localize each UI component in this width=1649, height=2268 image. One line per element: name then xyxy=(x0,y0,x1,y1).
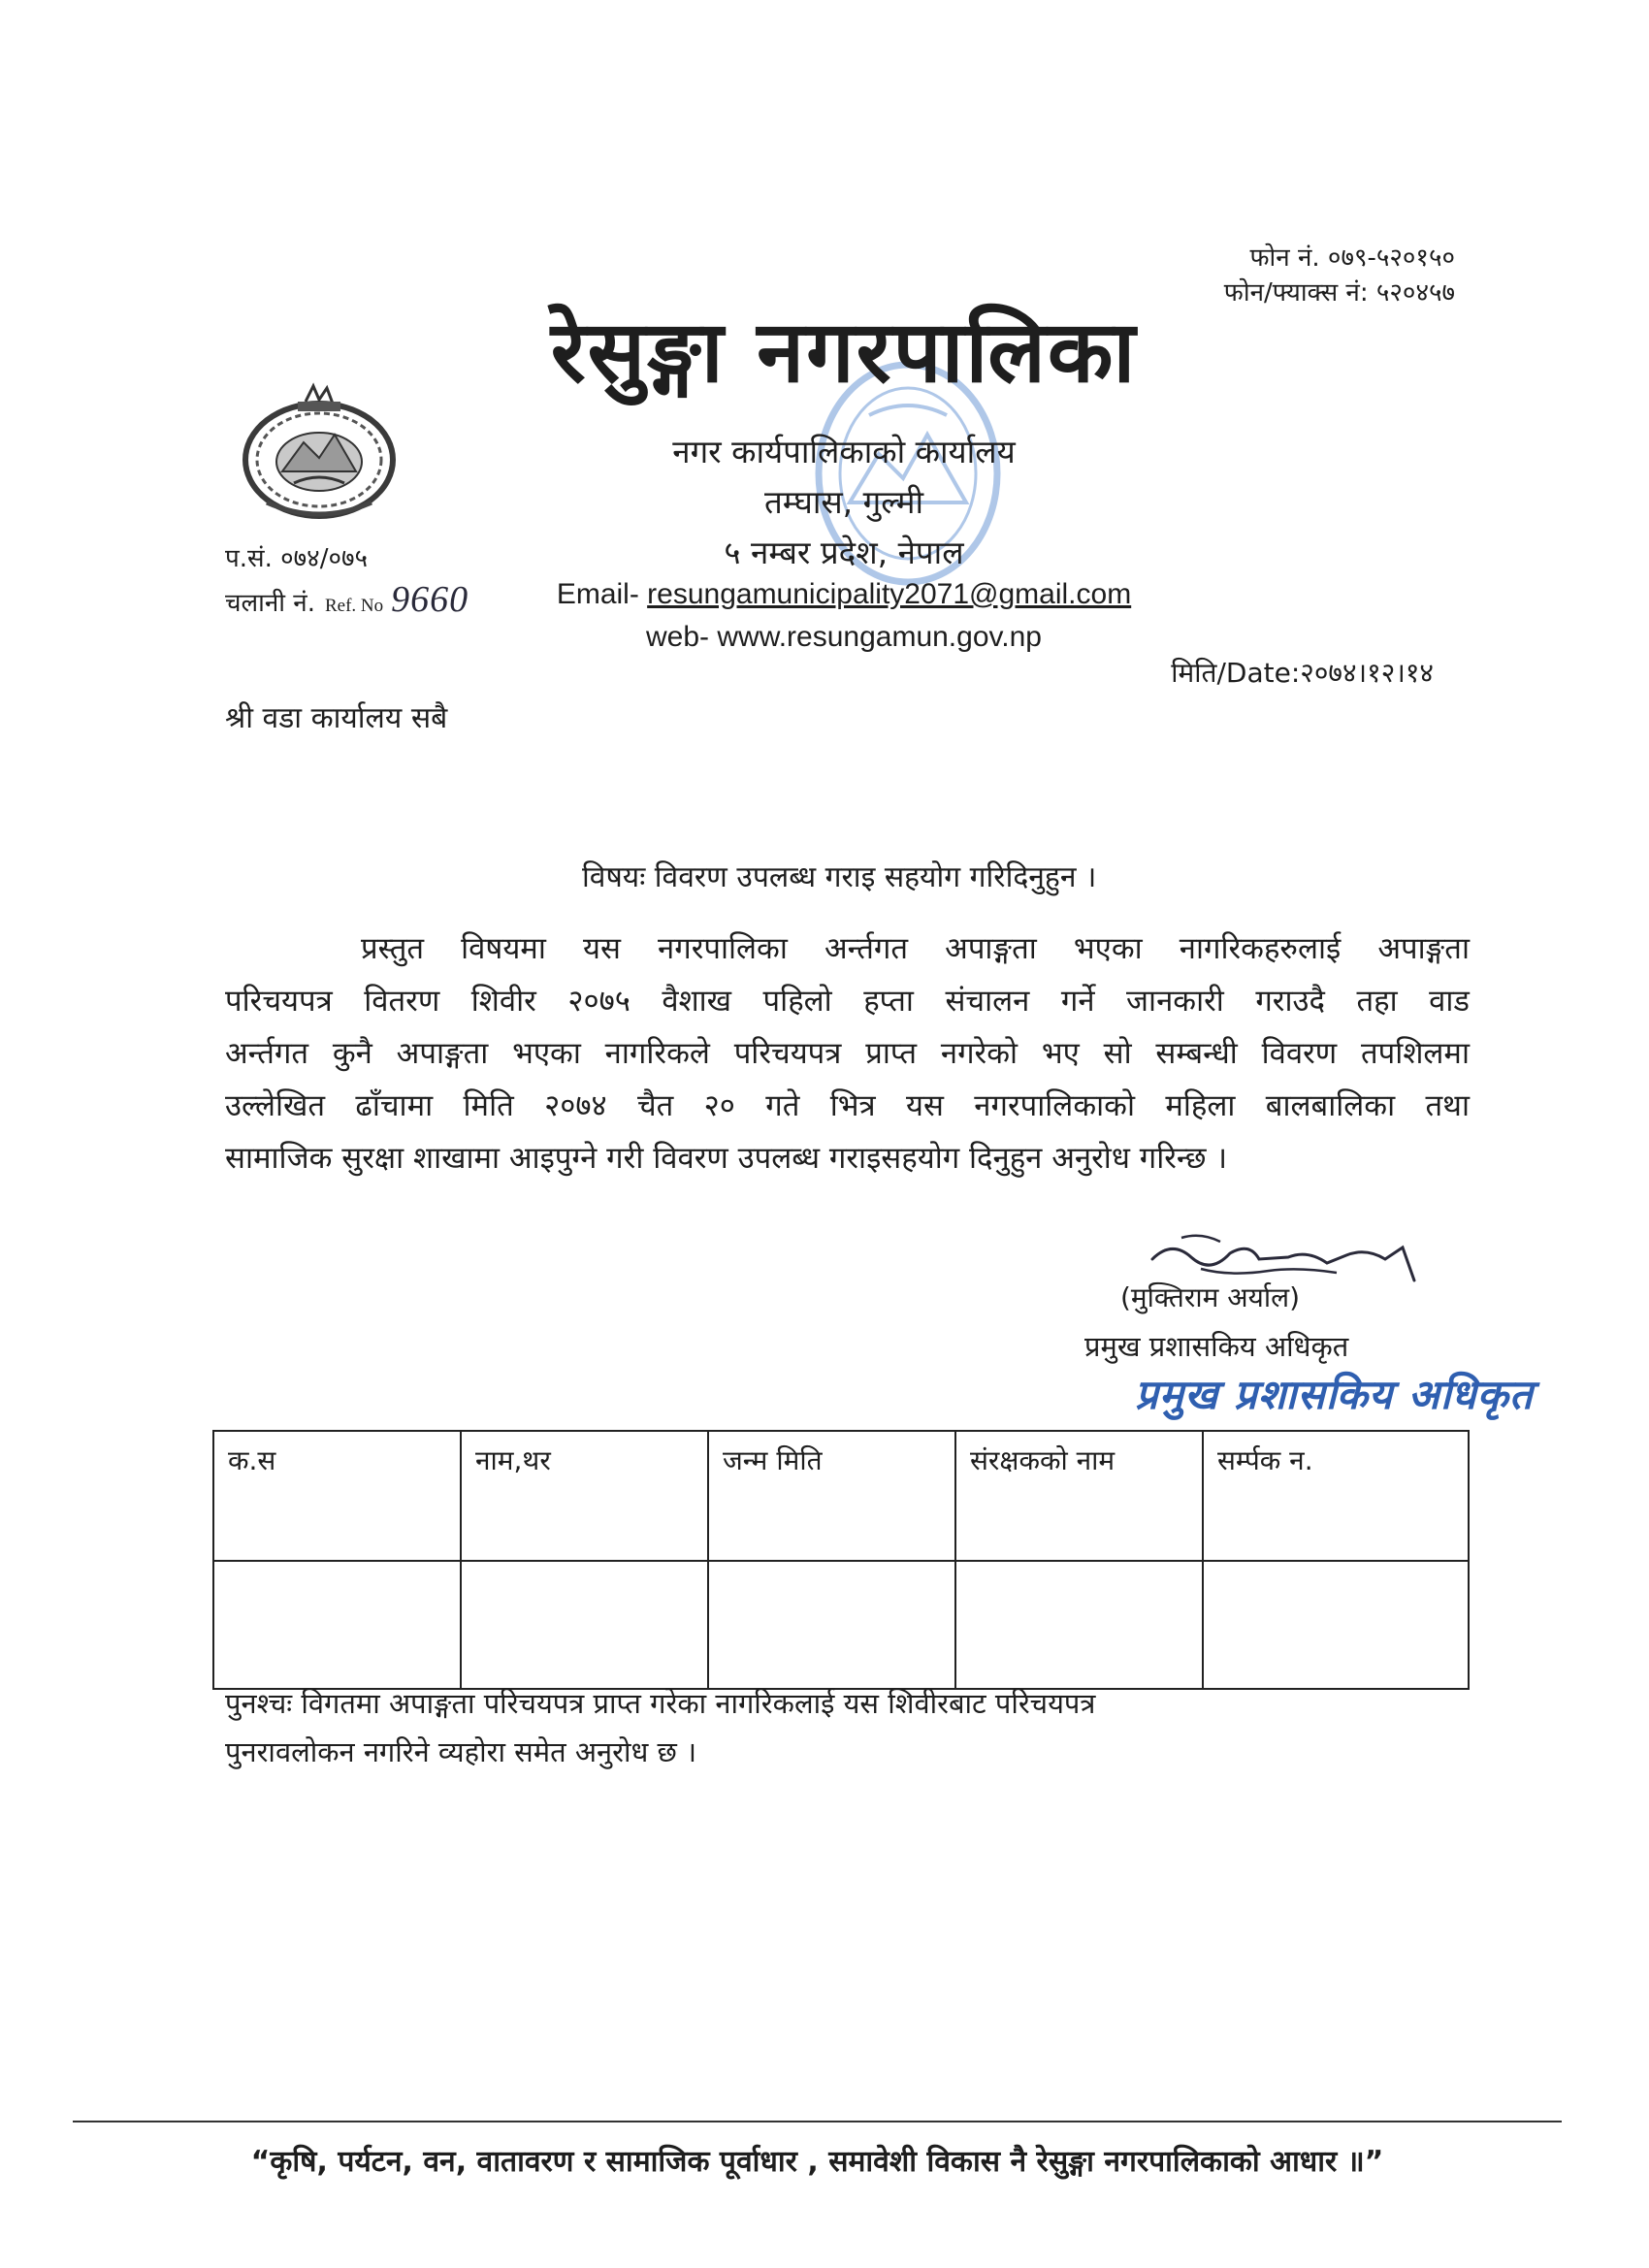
postscript-line: पुनरावलोकन नगरिने व्यहोरा समेत अनुरोध छ । xyxy=(225,1735,697,1768)
phone-fax-number: फोन/फ्याक्स नं: ५२०४५७ xyxy=(1223,278,1455,308)
letter-date: मिति/Date:२०७४।१२।१४ xyxy=(1171,657,1434,689)
ref-number: 9660 xyxy=(391,579,469,620)
dispatch-number xyxy=(225,578,469,621)
email-label: Email- xyxy=(556,578,648,610)
signer-title: प्रमुख प्रशासकिय अधिकृत xyxy=(1084,1330,1349,1363)
table-cell xyxy=(955,1561,1203,1689)
dispatch-label: चलानी नं. xyxy=(225,589,315,618)
province-line: ५ नम्बर प्रदेश, नेपाल xyxy=(724,534,964,571)
table-cell xyxy=(461,1561,708,1689)
details-form-table xyxy=(212,1430,1470,1690)
table-header-row xyxy=(213,1431,1469,1561)
footer-motto: “कृषि, पर्यटन, वन, वातावरण र सामाजिक पूर्वाधार , समावेशी विकास नै रेसुङ्गा नगरपालिकाको आधार ॥” xyxy=(250,2145,1384,2179)
nepal-emblem-icon xyxy=(238,382,401,530)
addressee: श्री वडा कार्यालय सबै xyxy=(225,701,448,735)
body-line: प्रस्तुत विषयमा यस नगरपालिका अर्न्तगत अपाङ्गता भएका नागरिकहरुलाई अपाङ्गता xyxy=(361,931,1470,966)
table-cell xyxy=(213,1561,461,1689)
col-header-name: नाम,थर xyxy=(461,1431,708,1561)
email-link[interactable]: resungamunicipality2071@gmail.com xyxy=(647,578,1132,610)
table-cell xyxy=(708,1561,955,1689)
col-header-dob: जन्म मिति xyxy=(708,1431,955,1561)
org-name: रेसुङ्गा नगरपालिका xyxy=(550,301,1138,402)
footer-divider xyxy=(73,2121,1562,2122)
col-header-serial: क.स xyxy=(213,1431,461,1561)
table-cell xyxy=(1203,1561,1469,1689)
body-line: सामाजिक सुरक्षा शाखामा आइपुग्ने गरी विवरण उपलब्ध गराइसहयोग दिनुहुन अनुरोध गरिन्छ । xyxy=(225,1141,1228,1176)
body-line: परिचयपत्र वितरण शिवीर २०७५ वैशाख पहिलो हप्ता संचालन गर्ने जानकारी गराउदै तहा वाड xyxy=(225,984,1470,1019)
office-location: तम्घास, गुल्मी xyxy=(763,483,924,521)
phone-number: फोन नं. ०७९-५२०१५० xyxy=(1249,243,1455,273)
signer-name: (मुक्तिराम अर्याल) xyxy=(1120,1281,1301,1313)
body-line: उल्लेखित ढाँचामा मिति २०७४ चैत २० गते भित्र यस नगरपालिकाको महिला बालबालिका तथा xyxy=(225,1088,1470,1123)
website-line[interactable]: web- www.resungamun.gov.np xyxy=(646,621,1042,653)
email-line xyxy=(543,578,1145,611)
table-row xyxy=(213,1561,1469,1689)
ref-label: Ref. No xyxy=(325,596,384,616)
postscript-line: पुनश्चः विगतमा अपाङ्गता परिचयपत्र प्राप्त गरेका नागरिकलाई यस शिवीरबाट परिचयपत्र xyxy=(225,1687,1096,1720)
subject-line: विषयः विवरण उपलब्ध गराइ सहयोग गरिदिनुहुन । xyxy=(582,860,1097,894)
official-stamp: प्रमुख प्रशासकिय अधिकृत xyxy=(1135,1371,1534,1418)
fiscal-year: प.सं. ०७४/०७५ xyxy=(225,544,369,573)
col-header-guardian: संरक्षकको नाम xyxy=(955,1431,1203,1561)
col-header-contact: सर्म्पक न. xyxy=(1203,1431,1469,1561)
body-line: अर्न्तगत कुनै अपाङ्गता भएका नागरिकले परिचयपत्र प्राप्त नगरेको भए सो सम्बन्धी विवरण तपशिलमा xyxy=(225,1036,1470,1071)
office-name: नगर कार्यपालिकाको कार्यालय xyxy=(672,433,1016,470)
